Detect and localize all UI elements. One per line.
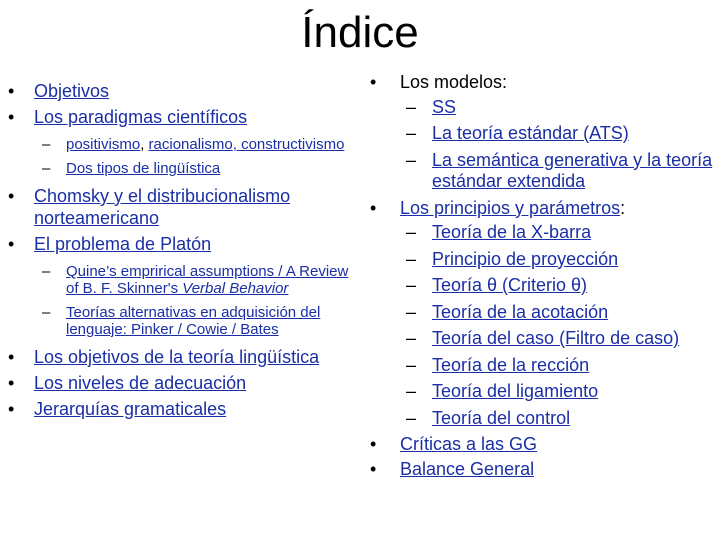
list-item-balance[interactable] — [368, 459, 718, 481]
dash-icon: – — [42, 160, 51, 177]
link-racionalismo[interactable]: racionalismo — [148, 136, 233, 153]
list-item-objetivos-teoria[interactable] — [8, 346, 358, 368]
dash-icon: – — [406, 301, 417, 322]
dash-icon: – — [406, 149, 417, 170]
dash-icon: – — [406, 96, 417, 117]
bullet-icon: • — [8, 399, 15, 419]
list-item-criticas[interactable] — [368, 434, 718, 456]
dash-icon: – — [406, 328, 417, 348]
dash-icon: – — [406, 222, 417, 242]
link-ats[interactable]: La teoría estándar (ATS) — [432, 123, 629, 143]
sub-item-paradigmas[interactable] — [34, 136, 358, 153]
link-semantica-generativa[interactable]: La semántica generativa y la teoría estándar extendida — [432, 149, 713, 191]
link-positivismo[interactable]: positivismo — [66, 136, 141, 153]
dash-icon: – — [406, 123, 417, 143]
sub-item-ligamiento[interactable] — [368, 381, 718, 403]
list-item-jerarquias[interactable] — [8, 398, 358, 420]
link-constructivismo[interactable]: , constructivismo — [232, 136, 345, 153]
list-item-niveles[interactable] — [8, 372, 358, 394]
bullet-icon: • — [8, 373, 15, 393]
sub-item-teorias-alternativas[interactable] — [34, 304, 358, 338]
link-objetivos[interactable]: Objetivos — [34, 81, 110, 101]
dash-icon: – — [406, 407, 417, 428]
bullet-icon: • — [370, 458, 377, 479]
link-criticas[interactable]: Críticas a las GG — [400, 434, 538, 454]
sub-item-quine[interactable] — [34, 263, 358, 297]
sub-item-x-barra[interactable] — [368, 222, 718, 244]
dash-icon: – — [42, 263, 51, 280]
list-item-chomsky[interactable] — [8, 185, 358, 229]
link-principios[interactable]: Los principios y parámetros — [400, 197, 621, 218]
dash-icon: – — [406, 248, 417, 269]
link-caso[interactable]: Teoría del caso (Filtro de caso) — [432, 328, 680, 348]
bullet-icon: • — [8, 234, 15, 254]
dash-icon: – — [406, 275, 417, 295]
link-balance[interactable]: Balance General — [400, 458, 535, 479]
sub-item-ats[interactable] — [368, 123, 718, 145]
link-platon[interactable]: El problema de Platón — [34, 234, 212, 254]
link-paradigmas[interactable]: Los paradigmas científicos — [34, 107, 248, 127]
link-dos-tipos[interactable]: Dos tipos de lingüística — [66, 160, 221, 177]
slide-title: Índice — [301, 8, 419, 57]
sub-item-linguistica[interactable] — [34, 160, 358, 177]
bullet-icon: • — [8, 107, 15, 127]
link-quine-text: Quine’s emprirical assumptions / A Review of B. F. Skinner's — [66, 263, 349, 297]
link-chomsky[interactable]: Chomsky y el distribucionalismo norteamericano — [34, 186, 291, 228]
link-teoria-theta[interactable]: Teoría θ (Criterio θ) — [432, 275, 588, 295]
sub-item-teoria-theta[interactable] — [368, 275, 718, 297]
list-item-paradigmas[interactable] — [8, 106, 358, 128]
dash-icon: – — [42, 136, 51, 153]
heading-modelos: Los modelos: — [400, 72, 508, 92]
left-column — [8, 80, 358, 424]
link-objetivos-teoria[interactable]: Los objetivos de la teoría lingüística — [34, 347, 320, 367]
colon: : — [620, 197, 626, 218]
dash-icon: – — [42, 304, 51, 321]
link-teorias-alternativas[interactable]: Teorías alternativas en adquisición del lenguaje: Pinker / Cowie / Bates — [66, 304, 321, 338]
bullet-icon: • — [370, 434, 377, 454]
link-quine[interactable] — [66, 263, 348, 297]
sub-item-semantica-generativa[interactable] — [368, 150, 718, 193]
link-ss[interactable]: SS — [432, 96, 457, 117]
list-item-principios[interactable] — [368, 198, 718, 220]
sub-item-caso[interactable] — [368, 328, 718, 350]
bullet-icon: • — [370, 197, 377, 218]
sub-item-reccion[interactable] — [368, 355, 718, 377]
list-item-modelos — [368, 72, 718, 94]
sub-item-control[interactable] — [368, 408, 718, 430]
sub-item-acotacion[interactable] — [368, 302, 718, 324]
sub-item-proyeccion[interactable] — [368, 249, 718, 271]
bullet-icon: • — [8, 186, 15, 206]
link-control[interactable]: Teoría del control — [432, 407, 571, 428]
bullet-icon: • — [370, 72, 377, 92]
link-jerarquias[interactable]: Jerarquías gramaticales — [34, 399, 227, 419]
link-niveles[interactable]: Los niveles de adecuación — [34, 373, 247, 393]
bullet-icon: • — [8, 81, 15, 101]
right-column — [368, 72, 718, 483]
separator: , — [140, 136, 149, 153]
link-quine-italic: Verbal Behavior — [182, 280, 289, 297]
link-proyeccion[interactable]: Principio de proyección — [432, 248, 619, 269]
list-item-platon[interactable] — [8, 233, 358, 255]
dash-icon: – — [406, 354, 417, 375]
list-item-objetivos[interactable] — [8, 80, 358, 102]
link-reccion[interactable]: Teoría de la rección — [432, 354, 590, 375]
bullet-icon: • — [8, 347, 15, 367]
link-acotacion[interactable]: Teoría de la acotación — [432, 301, 609, 322]
sub-item-ss[interactable] — [368, 97, 718, 119]
link-x-barra[interactable]: Teoría de la X-barra — [432, 222, 592, 242]
link-ligamiento[interactable]: Teoría del ligamiento — [432, 381, 599, 401]
dash-icon: – — [406, 381, 417, 401]
